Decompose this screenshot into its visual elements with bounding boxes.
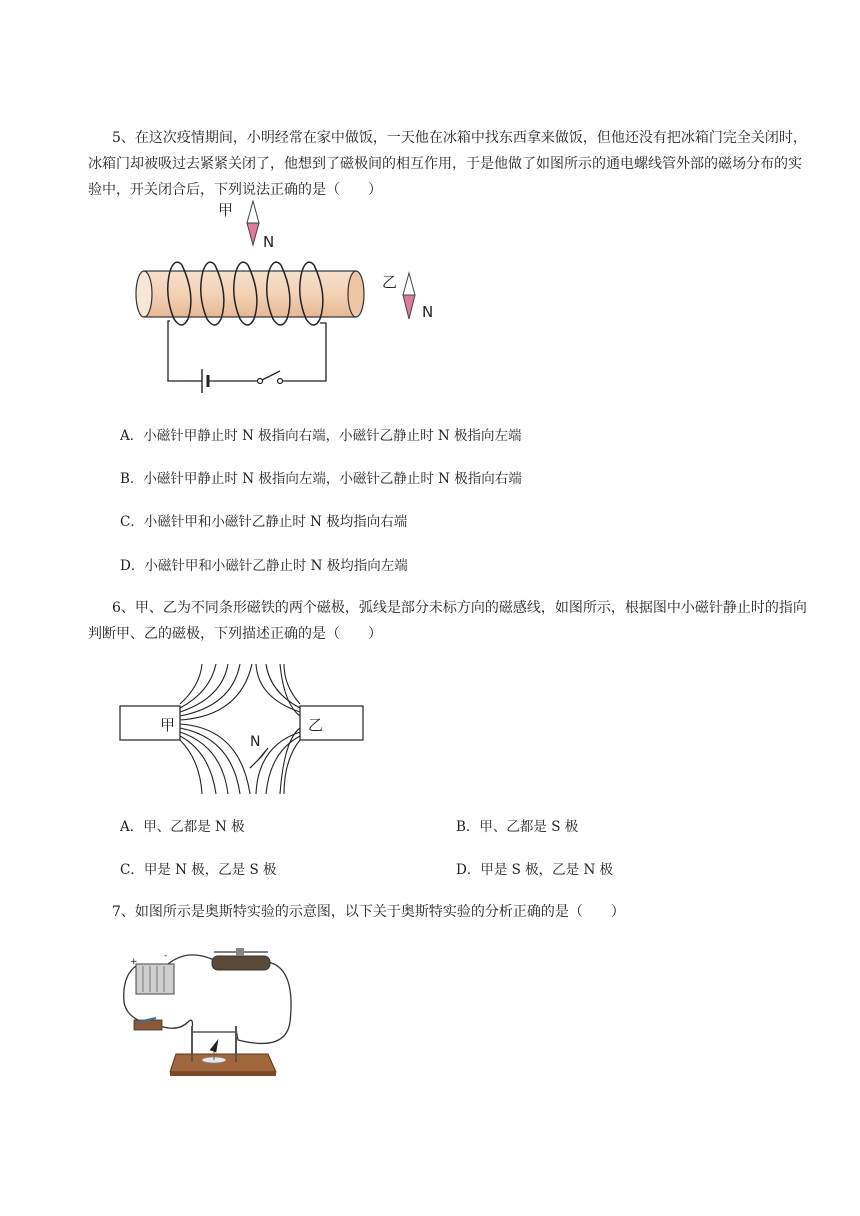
battery-minus-label: - <box>164 951 168 961</box>
option-5b[interactable]: B．小磁针甲静止时 N 极指向左端，小磁针乙静止时 N 极指向右端 <box>120 471 522 487</box>
pole-jia-5: N <box>263 233 275 251</box>
label-jia-6: 甲 <box>160 716 176 734</box>
option-6a[interactable]: A．甲、乙都是 N 极 <box>120 819 245 835</box>
option-5a[interactable]: A．小磁针甲静止时 N 极指向右端，小磁针乙静止时 N 极指向左端 <box>120 428 522 444</box>
compass-yi-icon <box>403 273 415 319</box>
rheostat-icon <box>212 948 270 970</box>
label-yi-5: 乙 <box>382 273 398 291</box>
label-yi-6: 乙 <box>308 716 324 734</box>
question-6-stem: 6、甲、乙为不同条形磁铁的两个磁极，弧线是部分未标方向的磁感线，如图所示，根据图中小磁针静止时的指向判断甲、乙的磁极，下列描述正确的是（ ） <box>88 600 807 642</box>
small-compass-icon <box>202 1040 226 1063</box>
question-7-stem: 7、如图所示是奥斯特实验的示意图，以下关于奥斯特实验的分析正确的是（ ） <box>112 904 625 920</box>
option-6b[interactable]: B．甲、乙都是 S 极 <box>456 819 579 835</box>
circuit-wire <box>168 321 326 381</box>
compass-jia-icon <box>247 201 259 245</box>
wooden-board <box>170 1054 276 1076</box>
label-jia-5: 甲 <box>218 201 234 219</box>
battery-box-icon <box>136 964 174 994</box>
oersted-experiment-figure <box>118 942 298 1082</box>
battery-plus-label: + <box>130 957 138 967</box>
option-6c[interactable]: C．甲是 N 极，乙是 S 极 <box>120 862 277 878</box>
switch-icon <box>258 371 283 384</box>
pole-yi-5: N <box>422 303 434 321</box>
option-6d[interactable]: D．甲是 S 极，乙是 N 极 <box>456 862 614 878</box>
option-5d[interactable]: D．小磁针甲和小磁针乙静止时 N 极均指向左端 <box>120 558 408 574</box>
knife-switch-icon <box>134 1018 162 1030</box>
question-5-stem: 5、在这次疫情期间，小明经常在家中做饭，一天他在冰箱中找东西拿来做饭，但他还没有把冰箱门完全关闭时，冰箱门却被吸过去紧紧关闭了，他想到了磁极间的相互作用，于是他做了如图所示的通电螺线管外部的磁场分布的实验中，开关闭合后，下列说法正确的是（ ） <box>88 130 807 198</box>
bar-magnets-figure <box>118 664 368 794</box>
solenoid-figure <box>130 195 450 410</box>
option-5c[interactable]: C．小磁针甲和小磁针乙静止时 N 极均指向右端 <box>120 514 408 530</box>
battery-icon <box>202 369 208 393</box>
field-lines <box>180 664 300 794</box>
needle-pole-6: N <box>250 734 261 750</box>
